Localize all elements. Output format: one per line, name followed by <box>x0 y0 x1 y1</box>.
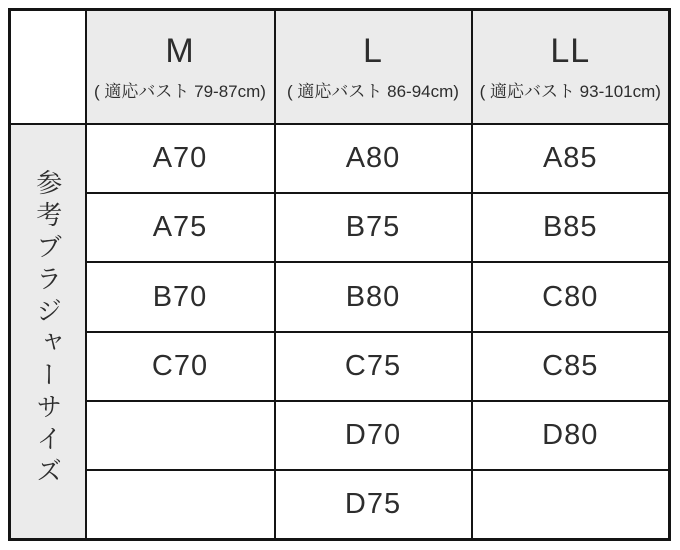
column-header-m <box>86 10 275 124</box>
bust-range-m: ( 適応バスト 79-87cm) <box>94 81 266 101</box>
size-cell: D80 <box>472 401 670 470</box>
size-cell: C80 <box>472 262 670 331</box>
table-row <box>10 470 670 539</box>
size-label-l: L <box>363 32 383 71</box>
size-cell: A80 <box>275 124 472 193</box>
size-cell: D75 <box>275 470 472 539</box>
table-row <box>10 193 670 262</box>
column-header-ll <box>472 10 670 124</box>
size-cell <box>472 470 670 539</box>
size-cell: B75 <box>275 193 472 262</box>
size-cell: B70 <box>86 262 275 331</box>
size-cell: A85 <box>472 124 670 193</box>
size-cell: B80 <box>275 262 472 331</box>
header-row <box>10 10 670 124</box>
bust-range-l: ( 適応バスト 86-94cm) <box>287 81 459 101</box>
bust-range-ll: ( 適応バスト 93-101cm) <box>479 81 661 101</box>
size-cell: A75 <box>86 193 275 262</box>
row-group-header <box>10 124 86 540</box>
bra-size-chart-table <box>8 8 671 541</box>
table-row <box>10 124 670 193</box>
size-cell <box>86 470 275 539</box>
size-cell: A70 <box>86 124 275 193</box>
size-label-ll: LL <box>550 32 591 71</box>
corner-cell <box>10 10 86 124</box>
table-row <box>10 401 670 470</box>
size-cell: C75 <box>275 332 472 401</box>
table-row <box>10 332 670 401</box>
size-cell: B85 <box>472 193 670 262</box>
size-cell: D70 <box>275 401 472 470</box>
size-cell: C70 <box>86 332 275 401</box>
column-header-l <box>275 10 472 124</box>
size-cell <box>86 401 275 470</box>
size-label-m: M <box>165 32 195 71</box>
table-row <box>10 262 670 331</box>
size-cell: C85 <box>472 332 670 401</box>
row-group-label: 参考ブラジャーサイズ <box>32 168 63 489</box>
